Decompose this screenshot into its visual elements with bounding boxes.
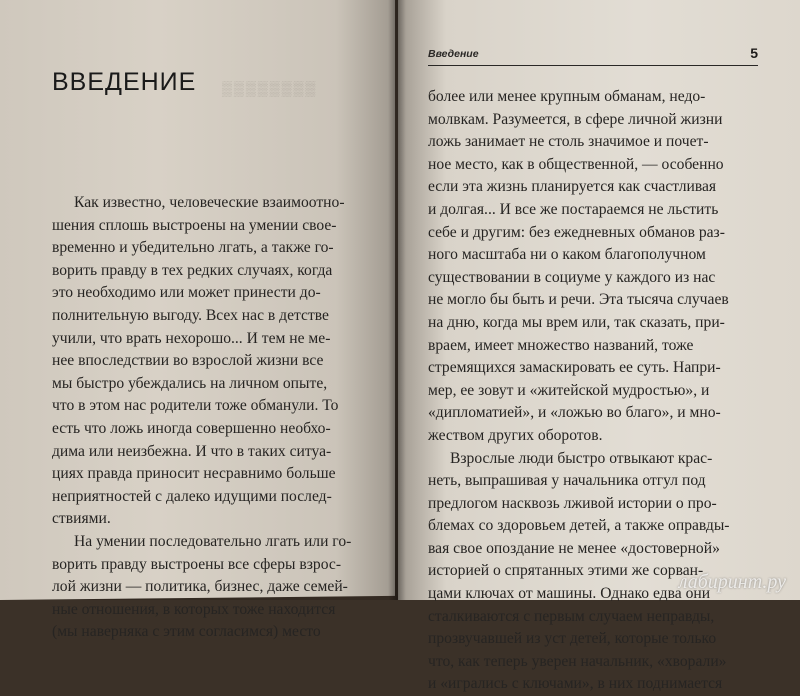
text-line: и «игрались с ключами», в них поднимается bbox=[428, 675, 723, 693]
text-line: ворить правду выстроены все сферы взрос- bbox=[52, 555, 342, 573]
text-line: есть что ложь иногда совершенно необхо- bbox=[52, 419, 331, 437]
text-line: прозвучавшей из уст детей, которые только bbox=[428, 630, 717, 648]
text-line: ложь занимает не столь значимое и почет- bbox=[428, 133, 709, 151]
text-line: что, как теперь уверен начальник, «хворали» bbox=[428, 652, 727, 670]
page-number: 5 bbox=[750, 45, 758, 61]
text-line: сталкиваются с первым случаем неправды, bbox=[428, 607, 715, 625]
text-line: Как известно, человеческие взаимоотно- bbox=[74, 194, 345, 211]
text-line: цами ключах от машины. Однако едва они bbox=[428, 585, 711, 603]
text-line: не могло бы быть и речи. Эта тысяча случаев bbox=[428, 291, 729, 309]
text-line: себе и другим: без ежедневных обманов раз- bbox=[428, 223, 725, 241]
text-line: блемах со здоровьем детей, а также оправды- bbox=[428, 517, 730, 535]
text-line: вая свое опоздание не менее «достоверной» bbox=[428, 539, 720, 557]
text-line: историей о спрятанных этими же сорван- bbox=[428, 562, 704, 580]
right-page-body bbox=[428, 86, 754, 696]
text-line: ное место, как в общественной, — особенно bbox=[428, 155, 724, 173]
text-line: если эта жизнь планируется как счастливая bbox=[428, 178, 717, 196]
text-line: ствиями. bbox=[52, 510, 111, 528]
text-line: неприятностей с далеко идущими послед- bbox=[52, 487, 332, 505]
text-line: ворить правду в тех редких случаях, когда bbox=[52, 261, 333, 279]
show-through-text: ▒▒▒▒▒▒▒▒ bbox=[222, 80, 318, 96]
text-line: что в этом нас родители тоже обманули. То bbox=[52, 397, 339, 415]
text-line: мы быстро убеждались на личном опыте, bbox=[52, 374, 328, 392]
text-line: нее впоследствии во взрослой жизни все bbox=[52, 352, 324, 370]
text-line: стремящихся замаскировать ее суть. Напри- bbox=[428, 359, 721, 377]
text-line: (мы наверняка с этим согласимся) место bbox=[52, 623, 321, 641]
text-line: шения сплошь выстроены на умении свое- bbox=[52, 216, 337, 234]
text-line: это необходимо или может принести до- bbox=[52, 284, 321, 302]
text-line: циях правда приносит несравнимо больше bbox=[52, 465, 336, 483]
text-line: полнительную выгоду. Всех нас в детстве bbox=[52, 306, 329, 324]
text-line: ного масштаба ни о каком благополучном bbox=[428, 246, 706, 264]
text-line: и долгая... И все же постараемся не льстить bbox=[428, 200, 719, 218]
text-line: дима или неизбежна. И что в таких ситуа- bbox=[52, 442, 332, 460]
text-line: неть, выпрашивая у начальника отгул под bbox=[428, 472, 706, 490]
text-line: На умении последовательно лгать или го- bbox=[74, 532, 352, 550]
text-line: враем, имеет множество названий, тоже bbox=[428, 336, 694, 354]
book-gutter bbox=[388, 0, 406, 600]
text-line: существовании в социуме у каждого из нас bbox=[428, 268, 716, 286]
text-line: Взрослые люди быстро отвыкают крас- bbox=[450, 449, 713, 467]
text-line: на дню, когда мы врем или, так сказать, при- bbox=[428, 313, 725, 331]
text-line: предлогом насквозь лживой истории о про- bbox=[428, 494, 717, 512]
chapter-title: ВВЕДЕНИЕ bbox=[52, 68, 197, 96]
left-page-body bbox=[52, 192, 370, 644]
text-line: ные отношения, в которых тоже находится bbox=[52, 600, 336, 618]
watermark-logo: лабиринт.ру bbox=[678, 571, 786, 593]
text-line: мер, ее зовут и «житейской мудростью», и bbox=[428, 381, 710, 399]
text-line: временно и убедительно лгать, а также го- bbox=[52, 239, 334, 257]
text-line: лой жизни — политика, бизнес, даже семей- bbox=[52, 578, 348, 596]
running-head-title: Введение bbox=[428, 48, 479, 60]
running-head bbox=[428, 47, 758, 66]
text-line: жеством других оборотов. bbox=[428, 426, 603, 444]
text-line: молвкам. Разумеется, в сфере личной жизни bbox=[428, 110, 723, 128]
text-line: учили, что врать нехорошо... И тем не ме- bbox=[52, 329, 331, 347]
text-line: более или менее крупным обманам, недо- bbox=[428, 88, 706, 105]
text-line: «дипломатией», и «ложью во благо», и мно- bbox=[428, 404, 721, 422]
